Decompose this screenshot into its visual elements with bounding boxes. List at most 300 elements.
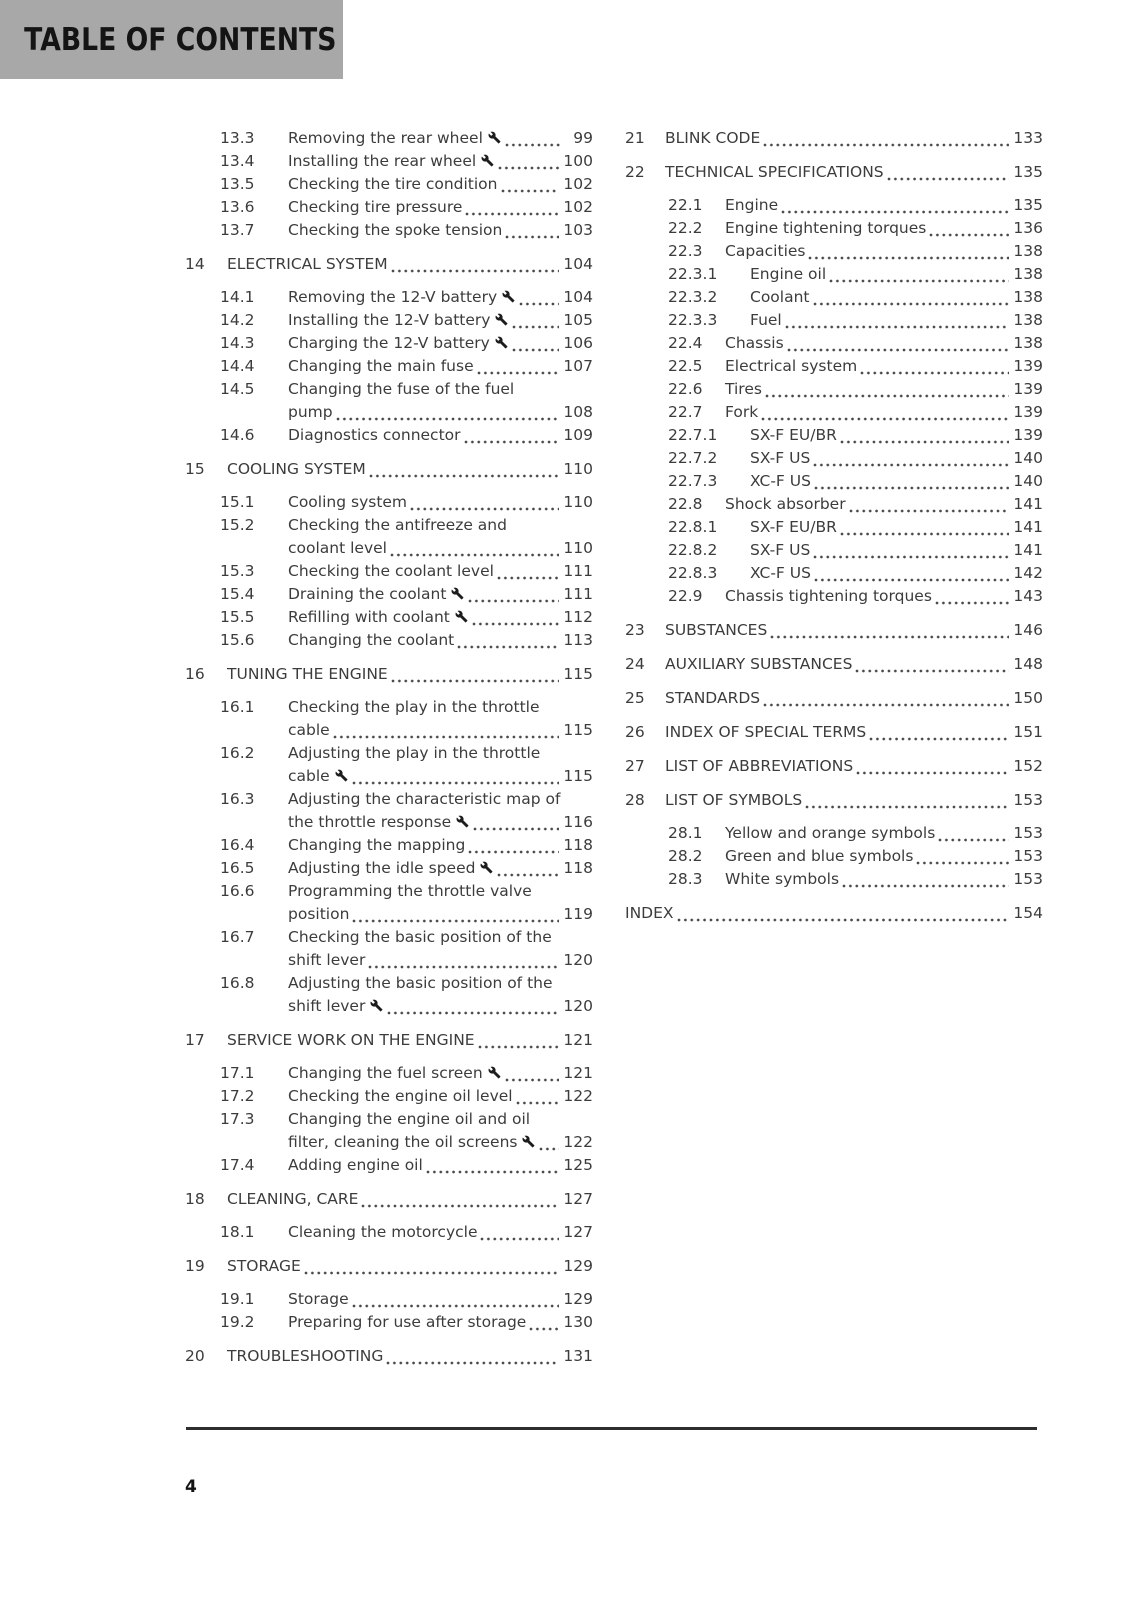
toc-entry[interactable] [185,286,593,309]
leader-dots [468,599,559,603]
entry-body [288,355,593,378]
entry-body [288,742,593,788]
entry-number: 17.4 [220,1156,255,1174]
entry-page: 115 [563,665,593,683]
entry-title: SERVICE WORK ON THE ENGINE [227,1031,475,1049]
entry-title-line [288,514,593,537]
entry-title-line [625,902,1043,925]
page-number: 4 [185,1477,197,1497]
wrench-icon [335,769,348,782]
toc-column-left [185,127,593,1378]
entry-title-line [665,653,1043,676]
entry-page: 129 [563,1290,593,1308]
entry-number: 13.7 [220,221,255,239]
entry-number: 15.3 [220,562,255,580]
entry-title: Preparing for use after storage [288,1313,527,1331]
entry-body [288,788,593,834]
entry-number: 24 [625,655,645,673]
entry-title: Checking the basic position of the [288,928,552,946]
entry-title-line [750,286,1043,309]
entry-title: LIST OF SYMBOLS [665,791,803,809]
entry-number: 15.4 [220,585,255,603]
entry-title-line [288,949,593,972]
entry-number: 22.7.2 [668,449,718,467]
toc-entry[interactable] [185,378,593,424]
entry-title: Changing the fuel screen [288,1064,483,1082]
leader-dots [464,440,560,444]
entry-title: CLEANING, CARE [227,1190,359,1208]
entry-number: 22.8 [668,495,703,513]
entry-title: Checking the antifreeze and [288,516,507,534]
entry-title: Changing the mapping [288,836,466,854]
entry-body [725,217,1043,240]
entry-title-line [750,516,1043,539]
entry-page: 110 [563,539,593,557]
entry-page: 100 [563,152,593,170]
entry-number: 26 [625,723,645,741]
entry-page: 141 [1013,541,1043,559]
entry-body [288,880,593,926]
leader-dots [813,302,1010,306]
entry-page: 131 [563,1347,593,1365]
entry-title-line [725,217,1043,240]
entry-number: 20 [185,1347,205,1365]
wrench-icon [495,336,508,349]
entry-title-line [725,401,1043,424]
entry-title: Changing the coolant [288,631,455,649]
toc-entry[interactable] [625,868,1043,891]
toc-entry[interactable] [625,194,1043,217]
entry-body [725,240,1043,263]
leader-dots [829,279,1009,283]
entry-title-line [227,253,593,276]
entry-title: the throttle response [288,813,452,831]
entry-body [288,514,593,560]
entry-page: 135 [1013,196,1043,214]
entry-body [288,127,593,150]
leader-dots [468,850,559,854]
leader-dots [814,486,1009,490]
leader-dots [333,735,560,739]
entry-title-line [288,903,593,926]
toc-entry[interactable] [625,755,1043,778]
entry-title-line [725,194,1043,217]
entry-body [750,424,1043,447]
toc-entry[interactable] [185,560,593,583]
entry-title-line [665,687,1043,710]
toc-entry[interactable] [185,834,593,857]
wrench-icon [488,131,501,144]
entry-body [725,868,1043,891]
toc-entry[interactable] [185,424,593,447]
toc-entry[interactable] [185,309,593,332]
entry-body [288,286,593,309]
entry-number: 19.2 [220,1313,255,1331]
entry-title: coolant level [288,539,387,557]
entry-number: 19 [185,1257,205,1275]
entry-title: Engine [725,196,779,214]
toc-entry[interactable] [185,1108,593,1154]
entry-title-line [288,1221,593,1244]
entry-page: 139 [1013,380,1043,398]
entry-page: 121 [563,1031,593,1049]
entry-body [227,1188,593,1211]
entry-title: Cleaning the motorcycle [288,1223,478,1241]
toc-entry[interactable] [625,332,1043,355]
entry-body [227,1345,593,1368]
entry-title-line [227,1345,593,1368]
entry-title-line [750,447,1043,470]
entry-title: Coolant [750,288,810,306]
toc-entry[interactable] [625,822,1043,845]
toc-entry[interactable] [625,789,1043,812]
toc-entry[interactable] [625,378,1043,401]
toc-entry[interactable] [625,309,1043,332]
entry-page: 140 [1013,472,1043,490]
entry-title-line [227,1255,593,1278]
toc-entry[interactable] [185,253,593,276]
entry-page: 135 [1013,163,1043,181]
wrench-icon [456,815,469,828]
entry-number: 22.1 [668,196,703,214]
entry-body [625,902,1043,925]
toc-entry[interactable] [625,516,1043,539]
entry-page: 139 [1013,426,1043,444]
leader-dots [390,553,559,557]
toc-entry[interactable] [625,161,1043,184]
toc-entry[interactable] [625,470,1043,493]
entry-title-line [725,868,1043,891]
toc-entry[interactable] [185,1188,593,1211]
leader-dots [457,645,559,649]
entry-title-line [288,788,593,811]
entry-body [288,378,593,424]
entry-page: 110 [563,460,593,478]
wrench-icon [502,290,515,303]
entry-number: 27 [625,757,645,775]
entry-page: 148 [1013,655,1043,673]
entry-title: Adding engine oil [288,1156,423,1174]
entry-title-line [288,926,593,949]
entry-page: 138 [1013,265,1043,283]
entry-page: 141 [1013,495,1043,513]
toc-entry[interactable] [625,217,1043,240]
entry-title-line [288,1311,593,1334]
entry-page: 118 [563,859,593,877]
leader-dots [763,703,1009,707]
toc-entry[interactable] [625,687,1043,710]
toc-entry[interactable] [185,857,593,880]
entry-title: Fuel [750,311,782,329]
toc-entry[interactable] [625,585,1043,608]
leader-dots [472,622,560,626]
entry-page: 108 [563,403,593,421]
toc-entry[interactable] [185,1345,593,1368]
toc-entry[interactable] [625,562,1043,585]
leader-dots [361,1204,559,1208]
toc-entry[interactable] [185,196,593,219]
leader-dots [787,348,1010,352]
entry-body [288,332,593,355]
toc-entry[interactable] [625,493,1043,516]
entry-body [288,173,593,196]
toc-entry[interactable] [625,286,1043,309]
entry-title-line [288,742,593,765]
entry-page: 152 [1013,757,1043,775]
entry-page: 138 [1013,242,1043,260]
toc-entry[interactable] [625,424,1043,447]
toc-entry[interactable] [185,663,593,686]
leader-dots [840,440,1010,444]
entry-page: 118 [563,836,593,854]
entry-body [665,619,1043,642]
toc-entry[interactable] [185,629,593,652]
leader-dots [929,233,1009,237]
entry-number: 15.2 [220,516,255,534]
entry-page: 104 [563,255,593,273]
leader-dots [498,166,559,170]
toc-entry[interactable] [185,491,593,514]
entry-body [288,834,593,857]
entry-page: 153 [1013,791,1043,809]
entry-number: 13.6 [220,198,255,216]
toc-entry[interactable] [185,606,593,629]
entry-page: 111 [563,562,593,580]
toc-entry[interactable] [185,1221,593,1244]
entry-title: SX-F EU/BR [750,426,837,444]
toc-entry[interactable] [185,1062,593,1085]
entry-title: Shock absorber [725,495,846,513]
entry-title: Checking the tire condition [288,175,498,193]
toc-entry[interactable] [185,514,593,560]
entry-number: 16 [185,665,205,683]
entry-page: 141 [1013,518,1043,536]
leader-dots [856,771,1009,775]
entry-title-line [750,562,1043,585]
toc-entry[interactable] [625,240,1043,263]
toc-entry[interactable] [185,458,593,481]
wrench-icon [522,1135,535,1148]
leader-dots [808,256,1009,260]
leader-dots [813,463,1009,467]
entry-page: 139 [1013,403,1043,421]
leader-dots [497,576,559,580]
entry-title-line [288,811,593,834]
entry-title-line [288,127,593,150]
entry-title-line [288,606,593,629]
leader-dots [785,325,1010,329]
toc-entry[interactable] [185,1311,593,1334]
entry-title-line [725,822,1043,845]
entry-number: 28.2 [668,847,703,865]
header-banner [0,0,343,79]
entry-page: 120 [563,951,593,969]
toc-entry[interactable] [625,263,1043,286]
leader-dots [860,371,1009,375]
entry-title: Chassis tightening torques [725,587,932,605]
entry-page: 106 [563,334,593,352]
entry-title: Chassis [725,334,784,352]
entry-body [725,822,1043,845]
entry-title: XC-F US [750,472,811,490]
entry-number: 16.7 [220,928,255,946]
entry-title: Checking the spoke tension [288,221,503,239]
entry-body [750,447,1043,470]
entry-number: 16.8 [220,974,255,992]
toc-entry[interactable] [185,150,593,173]
entry-title-line [750,539,1043,562]
entry-title: ELECTRICAL SYSTEM [227,255,388,273]
entry-title-line [750,263,1043,286]
leader-dots [480,1237,559,1241]
entry-number: 25 [625,689,645,707]
entry-body [288,972,593,1018]
entry-page: 129 [563,1257,593,1275]
toc-entry[interactable] [185,583,593,606]
entry-body [288,926,593,972]
entry-number: 22.3 [668,242,703,260]
entry-title-line [227,458,593,481]
toc-entry[interactable] [185,332,593,355]
entry-title-line [665,789,1043,812]
leader-dots [519,302,559,306]
entry-title-line [227,1029,593,1052]
leader-dots [539,1147,559,1151]
toc-entry[interactable] [185,127,593,150]
toc-entry[interactable] [185,926,593,972]
entry-body [725,845,1043,868]
entry-title: SX-F EU/BR [750,518,837,536]
entry-page: 153 [1013,824,1043,842]
entry-body [750,539,1043,562]
entry-page: 133 [1013,129,1043,147]
entry-number: 14.4 [220,357,255,375]
toc-entry[interactable] [185,972,593,1018]
entry-title-line [288,765,593,788]
entry-body [725,194,1043,217]
entry-page: 110 [563,493,593,511]
toc-entry[interactable] [185,219,593,242]
leader-dots [855,669,1009,673]
wrench-icon [451,587,464,600]
leader-dots [391,679,560,683]
entry-title-line [288,880,593,903]
leader-dots [505,143,561,147]
entry-number: 16.6 [220,882,255,900]
entry-number: 22.3.3 [668,311,718,329]
entry-body [288,491,593,514]
entry-number: 17.3 [220,1110,255,1128]
entry-title-line [750,309,1043,332]
entry-page: 99 [573,129,593,147]
entry-title-line [288,491,593,514]
entry-body [227,663,593,686]
entry-body [725,401,1043,424]
toc-entry[interactable] [185,1255,593,1278]
leader-dots [869,737,1009,741]
leader-dots [938,838,1009,842]
entry-title: Draining the coolant [288,585,447,603]
entry-number: 15.6 [220,631,255,649]
toc-entry[interactable] [185,880,593,926]
entry-title-line [288,1131,593,1154]
entry-body [750,470,1043,493]
toc-entry[interactable] [625,653,1043,676]
toc-entry[interactable] [185,1029,593,1052]
wrench-icon [480,861,493,874]
toc-entry[interactable] [185,696,593,742]
entry-page: 102 [563,198,593,216]
toc-entry[interactable] [185,1288,593,1311]
entry-number: 15.5 [220,608,255,626]
entry-title: cable [288,767,330,785]
entry-body [725,355,1043,378]
entry-title: Changing the fuse of the fuel [288,380,515,398]
entry-number: 22.3.1 [668,265,718,283]
entry-title: Adjusting the characteristic map of [288,790,561,808]
toc-entry[interactable] [625,401,1043,424]
entry-title-line [288,537,593,560]
entry-page: 115 [563,767,593,785]
toc-entry[interactable] [185,788,593,834]
entry-title: Adjusting the basic position of the [288,974,553,992]
entry-body [288,219,593,242]
entry-title-line [288,1288,593,1311]
toc-entry[interactable] [625,539,1043,562]
entry-body [288,196,593,219]
toc-entry[interactable] [185,1154,593,1177]
toc-entry[interactable] [185,1085,593,1108]
entry-body [288,1108,593,1154]
toc-entry[interactable] [625,845,1043,868]
entry-page: 105 [563,311,593,329]
toc-entry[interactable] [185,173,593,196]
wrench-icon [481,154,494,167]
entry-title-line [725,845,1043,868]
entry-body [665,789,1043,812]
toc-entry[interactable] [185,742,593,788]
leader-dots [763,143,1009,147]
toc-entry[interactable] [185,355,593,378]
entry-title: Green and blue symbols [725,847,914,865]
entry-body [288,1062,593,1085]
leader-dots [935,601,1009,605]
entry-title: INDEX OF SPECIAL TERMS [665,723,867,741]
toc-entry[interactable] [625,902,1043,925]
toc-entry[interactable] [625,619,1043,642]
leader-dots [813,555,1009,559]
entry-page: 111 [563,585,593,603]
toc-entry[interactable] [625,355,1043,378]
entry-title-line [227,663,593,686]
toc-entry[interactable] [625,721,1043,744]
entry-title: Cooling system [288,493,408,511]
toc-entry[interactable] [625,127,1043,150]
entry-title: Programming the throttle valve [288,882,532,900]
entry-title: TROUBLESHOOTING [227,1347,384,1365]
entry-page: 138 [1013,311,1043,329]
entry-number: 23 [625,621,645,639]
entry-title-line [288,857,593,880]
toc-entry[interactable] [625,447,1043,470]
entry-title-line [288,332,593,355]
entry-body [750,516,1043,539]
entry-title-line [288,355,593,378]
entry-title: Checking the coolant level [288,562,494,580]
entry-number: 17.1 [220,1064,255,1082]
entry-body [288,424,593,447]
entry-page: 139 [1013,357,1043,375]
